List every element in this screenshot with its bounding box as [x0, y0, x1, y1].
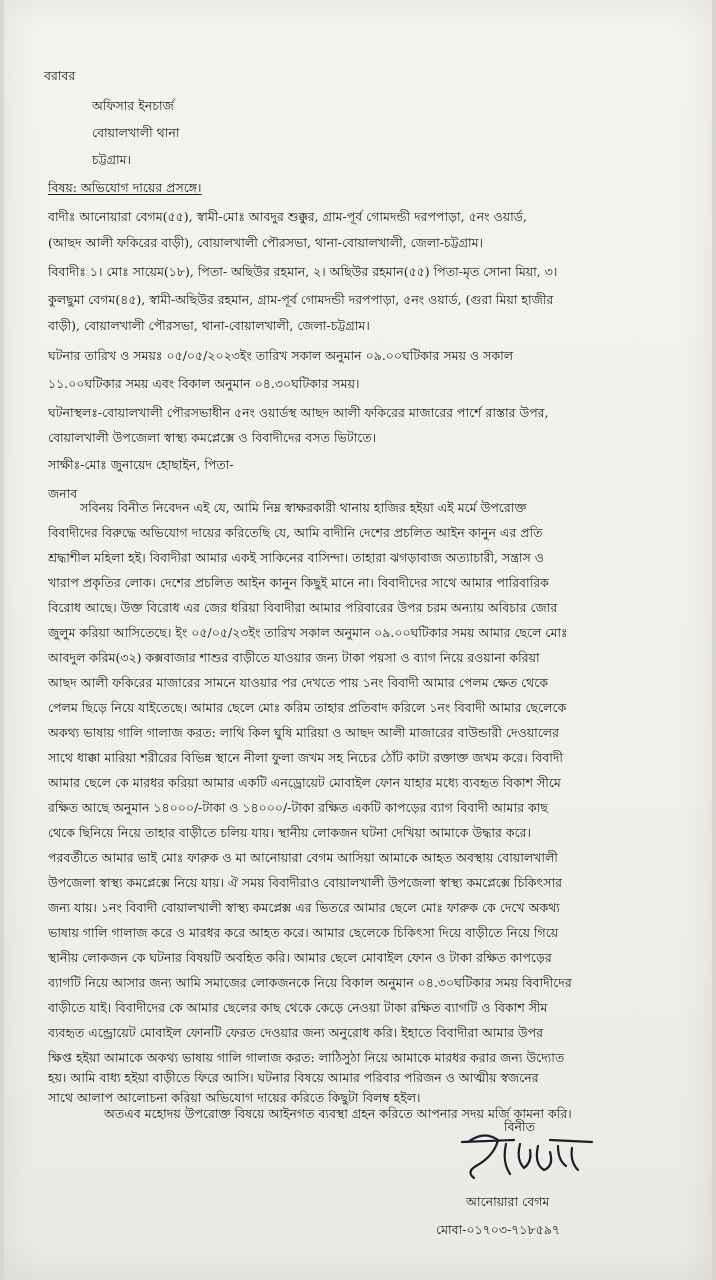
body-line-15: পরবর্তীতে আমার ভাই মোঃ ফারুক ও মা আনোয়ারা বেগম আসিয়া আমাকে আহত অবস্থায় বোয়ালখালী: [48, 850, 558, 865]
greeting: জনাব: [48, 486, 78, 501]
body-line-3: শ্রদ্ধাশীল মহিলা হই। বিবাদীরা আমার একই সাকিনের বাসিন্দা। তাহারা ঝগড়াবাজ অত্যাচারী, সন্ত্রাস ও: [48, 550, 544, 565]
body-line-17: জন্য যায়। ১নং বিবাদী বোয়ালখালী স্বাস্থ্য কমপ্লেক্স এর ভিতরে আমার ছেলে মোঃ ফারুক কে দেখে অকথ্য: [48, 900, 560, 915]
body-line-16: উপজেলা স্বাস্থ্য কমপ্লেক্সে নিয়ে যায়। ঐ সময় বিবাদীরাও বোয়ালখালী উপজেলা স্বাস্থ্য কমপ্লেক্সে চিকিৎসার: [48, 875, 562, 890]
salutation: বরাবর: [44, 68, 76, 83]
incident-time-line-1: ঘটনার তারিখ ও সময়ঃ ০৫/০৫/২০২৩ইং তারিখ সকাল অনুমান ০৯.০০ঘটিকার সময় ও সকাল: [48, 348, 514, 363]
body-line-11: সাথে ধাক্কা মারিয়া শরীরের বিভিন্ন স্থানে নীলা ফুলা জখম সহ নিচের ঠোঁট কাটা রক্তাক্ত জখম করে। বিবাদী: [48, 750, 563, 765]
defendants-line-2: কুলছুমা বেগম(৪৫), স্বামী-অছিউর রহমান, গ্রাম-পূর্ব গোমদন্ডী দরপপাড়া, ৫নং ওয়ার্ড, (গুরা মিয়া হাজীর: [48, 292, 554, 307]
body-line-25: সাথে আলাপ আলোচনা করিয়া অভিযোগ দায়ের করিতে কিছুটা বিলম্ব হইল।: [48, 1090, 421, 1105]
sign-off: বিনীত: [504, 1119, 535, 1134]
body-line-19: স্থানীয় লোকজন কে ঘটনার বিষয়টি অবহিত করি। আমার ছেলে মোবাইল ফোন ও টাকা রক্ষিত কাপড়ের: [48, 950, 552, 965]
body-line-10: অকথ্য ভাষায় গালি গালাজ করত: লাথি কিল ঘুষি মারিয়া ও আছদ আলী মাজারের বাউন্ডারী দেওয়ালের: [48, 725, 559, 740]
body-line-13: রক্ষিত আছে অনুমান ১৪০০০/-টাকা ও ১৪০০০/-টাকা রক্ষিত একটি কাপড়ের ব্যাগ বিবাদী আমার কাছ: [48, 800, 548, 815]
closing-line: অতএব মহোদয় উপরোক্ত বিষয়ে আইনগত ব্যবস্থা গ্রহন করিতে আপনার সদয় মর্জি কামনা করি।: [104, 1106, 572, 1121]
body-line-9: পেলম ছিড়ে নিয়ে যাইতেছে। আমার ছেলে মোঃ করিম তাহার প্রতিবাদ করিলে ১নং বিবাদী আমার ছেলেকে: [48, 700, 567, 715]
body-line-6: জুলুম করিয়া আসিতেছে। ইং ০৫/০৫/২৩ইং তারিখ সকাল অনুমান ০৯.০০ঘটিকার সময় আমার ছেলে মোঃ: [48, 625, 568, 640]
body-line-5: বিরোধ আছে। উক্ত বিরোধ এর জের ধরিয়া বিবাদীরা আমার পরিবারের উপর চরম অন্যায় অবিচার জোর: [48, 600, 558, 615]
addressee-city: চট্টগ্রাম।: [92, 152, 132, 167]
defendants-line-3: বাড়ী), বোয়ালখালী পৌরসভা, থানা-বোয়ালখালী, জেলা-চট্টগ্রাম।: [48, 318, 370, 333]
body-line-22: ব্যবহৃত এন্ড্রোয়েট মোবাইল ফোনটি ফেরত দেওয়ার জন্য অনুরোধ করি। ইহাতে বিবাদীরা আমার উপর: [48, 1025, 544, 1040]
plaintiff-line-1: বাদীঃ আনোয়ারা বেগম(৫৫), স্বামী-মোঃ আবদুর শুক্কুর, গ্রাম-পূর্ব গোমদন্ডী দরপপাড়া, ৫নং ওয়ার্ড,: [48, 209, 527, 224]
body-line-23: ক্ষিপ্ত হইয়া আমাকে অকথ্য ভাষায় গালি গালাজ করত: লাঠিসুঠা নিয়ে আমাকে মারধর করার জন্য উদ্যোত: [48, 1050, 565, 1065]
incident-place-line-1: ঘটনাস্থলঃ-বোয়ালখালী পৌরসভাধীন ৫নং ওয়ার্ডস্থ আছদ আলী ফকিরের মাজারের পার্শে রাস্তার উপর,: [48, 405, 549, 420]
body-line-14: থেকে ছিনিয়ে নিয়ে তাহার বাড়ীতে চলিয় যায়। স্থানীয় লোকজন ঘটনা দেখিয়া আমাকে উদ্ধার করে।: [48, 825, 531, 840]
body-line-21: বাড়ীতে যাই। বিবাদীদের কে আমার ছেলের কাছ থেকে কেড়ে নেওয়া টাকা রক্ষিত ব্যাগটি ও বিকাশ সীম: [48, 1000, 548, 1015]
body-line-24: হয়। আমি বাধ্য হইয়া বাড়ীতে ফিরে আসি। ঘটনার বিষয়ে আমার পরিবার পরিজন ও আত্মীয় স্বজনের: [48, 1070, 539, 1085]
witness-line: সাক্ষীঃ-মোঃ জুনায়েদ হোছাইন, পিতা-: [48, 457, 234, 472]
addressee-officer: অফিসার ইনচার্জ: [92, 98, 174, 113]
body-line-7: আবদুল করিম(৩২) কক্সবাজার শাশুর বাড়ীতে যাওয়ার জন্য টাকা পয়সা ও ব্যাগ নিয়ে রওয়ানা করিয়া: [48, 650, 540, 665]
body-line-20: ব্যাগটি নিয়ে আসার জন্য আমি সমাজের লোকজনকে নিয়ে বিকাল অনুমান ০৪.৩০ঘটিকার সময় বিবাদীদের: [48, 975, 572, 990]
plaintiff-line-2: (আছদ আলী ফকিরের বাড়ী), বোয়ালখালী পৌরসভা, থানা-বোয়ালখালী, জেলা-চট্টগ্রাম।: [48, 235, 484, 250]
addressee-station: বোয়ালখালী থানা: [92, 125, 180, 140]
body-line-2: বিবাদীদের বিরুদ্ধে অভিযোগ দায়ের করিতেছি যে, আমি বাদীনি দেশের প্রচলিত আইন কানুন এর প্রতি: [48, 525, 543, 540]
handwritten-signature: [454, 1122, 604, 1192]
body-line-18: ভাষায় গালি গালাজ করে ও মারধর করে আহত করে। আমার ছেলেকে চিকিৎসা দিয়ে বাড়ীতে নিয়ে গিয়ে: [48, 925, 559, 940]
body-line-1: সবিনয় বিনীত নিবেদন এই যে, আমি নিম্ন স্বাক্ষরকারী থানায় হাজির হইয়া এই মর্মে উপরোক্ত: [80, 500, 527, 515]
document-page: [4, 0, 712, 1280]
body-line-8: আছদ আলী ফকিরের মাজারের সামনে যাওয়ার পর দেখতে পায় ১নং বিবাদী আমার পেলম ক্ষেত থেকে: [48, 675, 549, 690]
defendants-line-1: বিবাদীঃ ১। মোঃ সায়েম(১৮), পিতা- অছিউর রহমান, ২। অছিউর রহমান(৫৫) পিতা-মৃত সোনা মিয়া, ৩।: [48, 264, 558, 279]
incident-time-line-2: ১১.০০ঘটিকার সময় এবং বিকাল অনুমান ০৪.৩০ঘটিকার সময়।: [48, 376, 360, 391]
subject-line: বিষয়: অভিযোগ দায়ের প্রসঙ্গে।: [48, 180, 202, 195]
incident-place-line-2: বোয়ালখালী উপজেলা স্বাস্থ্য কমপ্লেক্সে ও বিবাদীদের বসত ভিটাতে।: [48, 430, 377, 445]
body-line-4: খারাপ প্রকৃতির লোক। দেশের প্রচলিত আইন কানুন কিছুই মানে না। বিবাদীদের সাথে আমার পারিবারিক: [48, 575, 549, 590]
signer-mobile: মোবা-০১৭০৩-৭১৮৫৯৭: [436, 1222, 560, 1237]
signer-name: আনোয়ারা বেগম: [466, 1194, 550, 1209]
body-line-12: আমার ছেলে কে মারধর করিয়া আমার একটি এনড্রোয়েট মোবাইল ফোন যাহার মধ্যে ব্যবহৃত বিকাশ সীমে: [48, 775, 561, 790]
